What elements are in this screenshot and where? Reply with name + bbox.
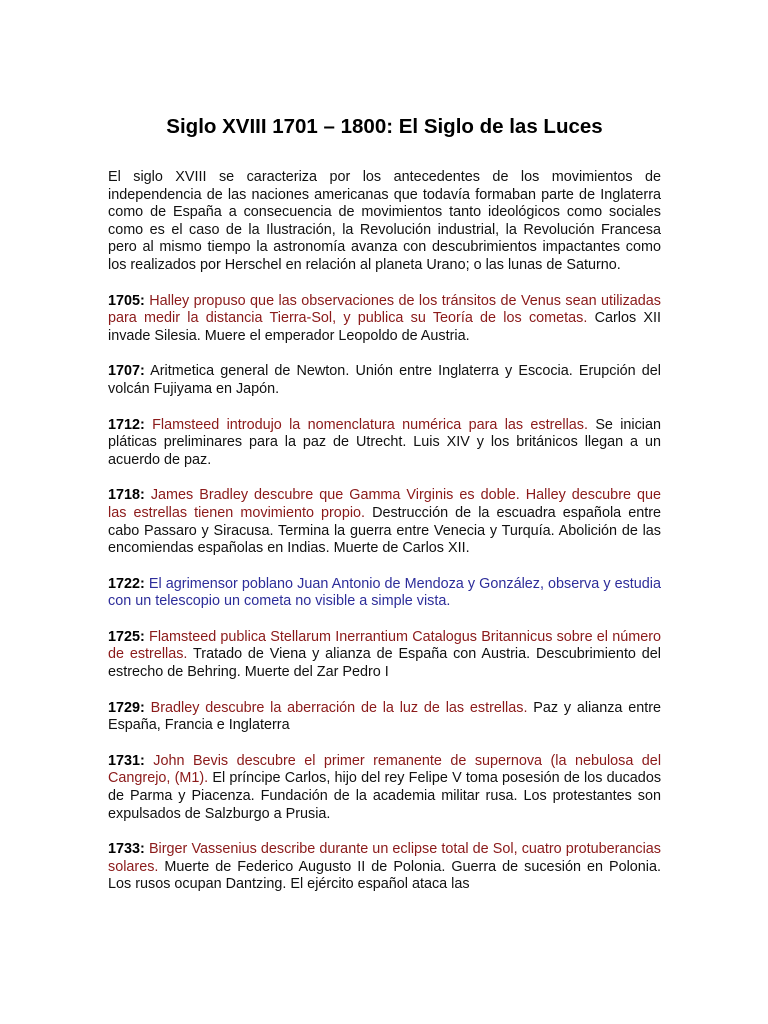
timeline-entry-1722: [108, 576, 661, 611]
entry-year: 1731:: [108, 752, 145, 769]
entry-history-text: Aritmetica general de Newton. Unión entre Inglaterra y Escocia. Erupción del volcán Fujiyama en Japón.: [108, 363, 661, 397]
entry-history-text: Muerte de Federico Augusto II de Polonia. Guerra de sucesión en Polonia. Los rusos ocupan Dantzing. El ejército español ataca las: [108, 858, 662, 893]
entry-year: 1725:: [108, 628, 145, 645]
entry-astronomy-text: James Bradley descubre que Gamma Virginis es doble. Halley descubre que las estrellas tienen movimiento propio.: [108, 487, 662, 521]
entry-year: 1705:: [108, 292, 145, 309]
entry-astronomy-text: Flamsteed introdujo la nomenclatura numérica para las estrellas.: [152, 416, 588, 433]
entry-year: 1733:: [108, 841, 145, 858]
timeline-entry-1712: [108, 417, 661, 470]
entry-year: 1712:: [108, 416, 145, 433]
entry-history-text: Tratado de Viena y alianza de España con Austria. Descubrimiento del estrecho de Behring. Muerte del Zar Pedro I: [108, 646, 661, 681]
entry-year: 1722:: [108, 575, 145, 592]
timeline-entry-1707: [108, 363, 661, 398]
timeline-entry-1731: [108, 753, 661, 823]
entry-history-text: El príncipe Carlos, hijo del rey Felipe V toma posesión de los ducados de Parma y Piacenza. Fundación de la academia militar rusa. Los protestantes son expulsados de Salzburgo a Prusia.: [108, 770, 662, 822]
page-title: Siglo XVIII 1701 – 1800: El Siglo de las Luces: [166, 115, 603, 138]
intro-paragraph: El siglo XVIII se caracteriza por los antecedentes de los movimientos de independencia de las naciones americanas que todavía formaban parte de Inglaterra como de España a consecuencia de movimientos tanto ideológicos como sociales como es el caso de la Ilustración, la Revolución industrial, la Revolución Francesa pero al mismo tiempo la astronomía avanza con descubrimientos impactantes como los realizados por Herschel en relación al planeta Urano; o las lunas de Saturno.: [108, 169, 661, 273]
entry-year: 1718:: [108, 487, 145, 504]
timeline-entry-1725: [108, 629, 661, 682]
entry-history-text: Paz y alianza entre España, Francia e Inglaterra: [108, 699, 662, 734]
entry-history-text: Destrucción de la escuadra española entre cabo Passaro y Siracusa. Termina la guerra entre Venecia y Turquía. Abolición de las encomiendas españolas en Indias. Muerte de Carlos XII.: [108, 504, 662, 557]
entry-history-text: Carlos XII invade Silesia. Muere el emperador Leopoldo de Austria.: [108, 310, 661, 344]
timeline-entry-1705: [108, 293, 661, 346]
entry-astronomy-text: Birger Vassenius describe durante un eclipse total de Sol, cuatro protuberancias solares.: [108, 841, 661, 875]
entry-astronomy-text: Flamsteed publica Stellarum Inerrantium Catalogus Britannicus sobre el número de estrellas.: [108, 628, 661, 663]
entry-year: 1729:: [108, 699, 145, 716]
timeline-entry-1733: [108, 841, 661, 894]
entry-mexico-text: El agrimensor poblano Juan Antonio de Mendoza y González, observa y estudia con un telescopio un cometa no visible a simple vista.: [108, 575, 662, 610]
timeline-entries: [108, 293, 661, 894]
timeline-entry-1718: [108, 487, 661, 557]
entry-history-text: Se inician pláticas preliminares para la paz de Utrecht. Luis XIV y los británicos llegan a un acuerdo de paz.: [108, 416, 662, 468]
document-page: [108, 112, 661, 912]
entry-astronomy-text: Bradley descubre la aberración de la luz de las estrellas.: [150, 699, 528, 716]
entry-year: 1707:: [108, 363, 145, 380]
timeline-entry-1729: [108, 700, 661, 735]
entry-astronomy-text: Halley propuso que las observaciones de los tránsitos de Venus sean utilizadas para medir la distancia Tierra-Sol, y publica su Teoría de los cometas.: [108, 292, 661, 327]
entry-astronomy-text: John Bevis descubre el primer remanente de supernova (la nebulosa del Cangrejo, (M1).: [108, 752, 662, 787]
